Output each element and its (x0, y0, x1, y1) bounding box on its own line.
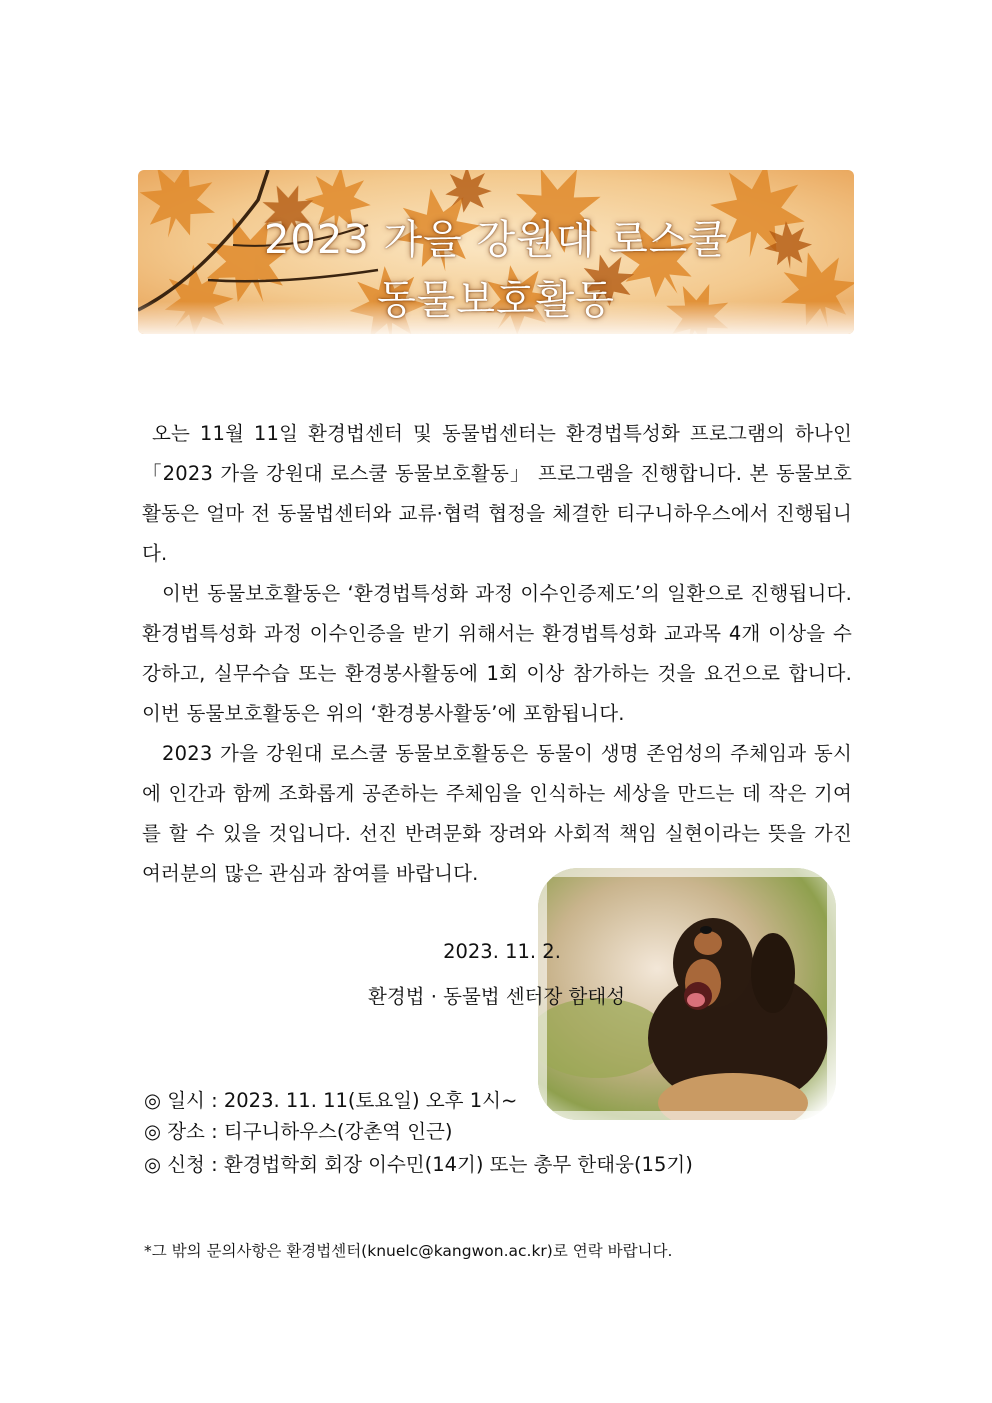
paragraph-3: 2023 가을 강원대 로스쿨 동물보호활동은 동물이 생명 존엄성의 주체임과 동시에 인간과 함께 조화롭게 공존하는 주체임을 인식하는 세상을 만드는 데 작은 기여를 할 수 있을 것입니다. 선진 반려문화 장려와 사회적 책임 실현이라는 뜻을 가진 여러분의 많은 관심과 참여를 바랍니다. (142, 742, 852, 885)
info-schedule: ◎ 일시 : 2023. 11. 11(토요일) 오후 1시~ (144, 1089, 518, 1112)
announcement-date: 2023. 11. 2. (443, 940, 561, 963)
autumn-banner (138, 170, 854, 334)
paragraph-2: 이번 동물보호활동은 ‘환경법특성화 과정 이수인증제도’의 일환으로 진행됩니다. 환경법특성화 과정 이수인증을 받기 위해서는 환경법특성화 교과목 4개 이상을 수강하고, 실무수습 또는 환경봉사활동에 1회 이상 참가하는 것을 요건으로 합니다. 이번 동물보호활동은 위의 ‘환경봉사활동’에 포함됩니다. (142, 582, 852, 725)
signer-name: 환경법 · 동물법 센터장 함태성 (368, 985, 626, 1008)
contact-footnote: *그 밖의 문의사항은 환경법센터(knuelc@kangwon.ac.kr)로 연락 바랍니다. (144, 1242, 673, 1260)
paragraph-1: 오는 11월 11일 환경법센터 및 동물법센터는 환경법특성화 프로그램의 하나인 「2023 가을 강원대 로스쿨 동물보호활동」 프로그램을 진행합니다. 본 동물보호활동은 얼마 전 동물법센터와 교류·협력 협정을 체결한 티구니하우스에서 진행됩니다. (142, 422, 852, 565)
info-apply: ◎ 신청 : 환경법학회 회장 이수민(14기) 또는 총무 한태웅(15기) (144, 1153, 693, 1176)
banner-title-line2: 동물보호활동 (377, 277, 615, 323)
announcement-body (142, 414, 852, 894)
banner-title-line1: 2023 가을 강원대 로스쿨 (263, 217, 729, 263)
info-place: ◎ 장소 : 티구니하우스(강촌역 인근) (144, 1120, 453, 1143)
